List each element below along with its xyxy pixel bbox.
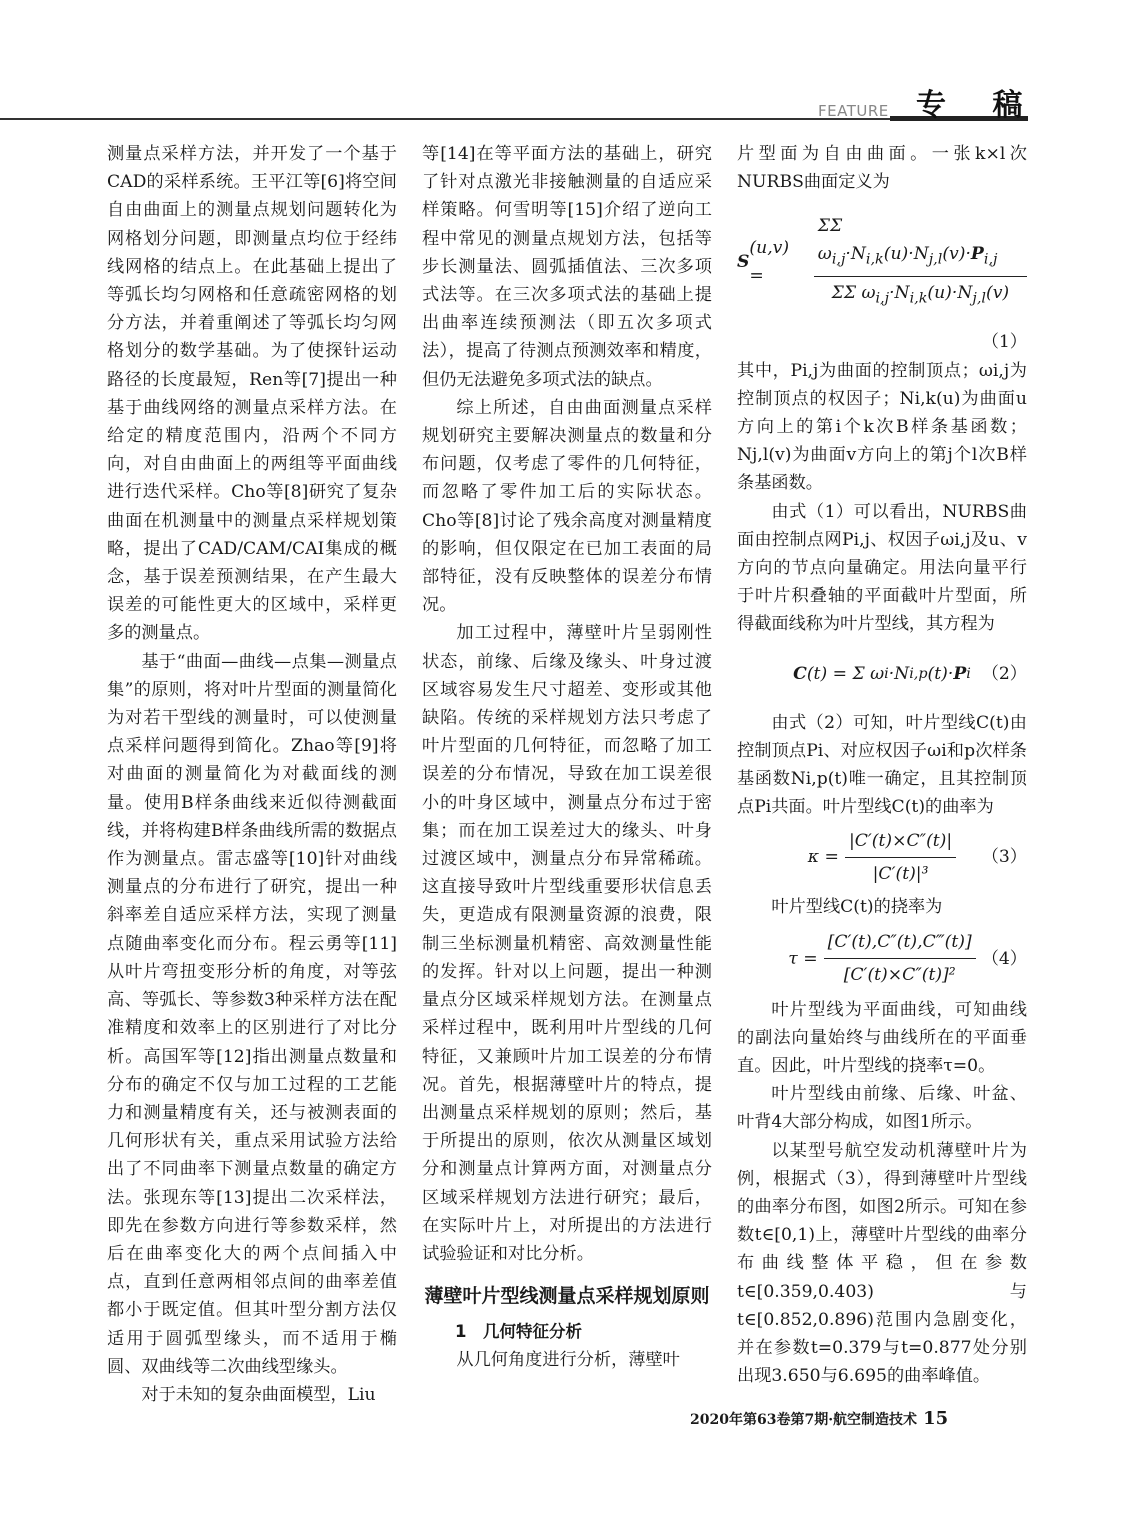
equation-1: S (u,v) = $\frac{\Sigma\Sigma \omega_{i,j}\cdot N_{i,k}(u)\cdot N_{j,l}(v)\cdot P_{i,j}}{\Sigma\Sigma \omega_{i,j}\cdot N_{i,k}(u)\cdot N_{j,l}(v)}$	[737, 200, 1027, 324]
equation-2: C (t) = Σ ω i ·N i,p (t)· P i （2）	[737, 643, 1027, 705]
paragraph: 片型面为自由曲面。一张k×l次NURBS曲面定义为	[737, 144, 1027, 193]
equation-number: （4）	[981, 948, 1027, 969]
journal-info: 2020年第63卷第7期·航空制造技术	[690, 1412, 918, 1428]
paragraph: 基于“曲面—曲线—点集—测量点集”的原则，将对叶片型面的测量简化为对若干型线的测量时，可以使测量点采样问题得到简化。Zhao等[9]将对曲面的测量简化为对截面线的测量。使用B样条曲线来近似待测截面线，并将构建B样条曲线所需的数据点作为测量点。雷志盛等[10]针对曲线测量点的分布进行了研究，提出一种斜率差自适应采样方法，实现了测量点随曲率变化而分布。程云勇等[11]从叶片弯扭变形分析的角度，对等弦高、等弧长、等参数3种采样方法在配准精度和效率上的区别进行了对比分析。高国军等[12]指出测量点数量和分布的确定不仅与加工过程的工艺能力和测量精度有关，还与被测表面的几何形状有关，重点采用试验方法给出了不同曲率下测量点数量的确定方法。张现东等[13]提出二次采样法，即先在参数方向进行等参数采样，然后在曲率变化大的两个点间插入中点，直到任意两相邻点间的曲率差值都小于既定值。但其叶型分割方法仅适用于圆弧型缘头，而不适用于椭圆、双曲线等二次曲线型缘头。	[107, 651, 397, 1377]
footer	[690, 1408, 948, 1429]
page-number: 15	[923, 1408, 949, 1429]
equation-number: （2）	[981, 663, 1027, 684]
column-2	[422, 140, 712, 1375]
equation-number: （1）	[981, 332, 1027, 353]
paragraph: 以某型号航空发动机薄壁叶片为例，根据式（3），得到薄壁叶片型线的曲率分布图，如图2所示。可知在参数t∈[0,1)上，薄壁叶片型线的曲率分布曲线整体平稳，但在参数t∈[0.359,0.403)与t∈[0.852,0.896)范围内急剧变化，并在参数t=0.379与t=0.877处分别出现3.650与6.695的曲率峰值。	[737, 1140, 1027, 1387]
paragraph: 叶片型线C(t)的挠率为	[771, 897, 943, 918]
paragraph: 由式（2）可知，叶片型线C(t)由控制顶点Pi、对应权因子ωi和p次样条基函数Ni,p(t)唯一确定，且其控制顶点Pi共面。叶片型线C(t)的曲率为	[737, 712, 1027, 818]
paragraph: 测量点采样方法，并开发了一个基于CAD的采样系统。王平江等[6]将空间自由曲面上的测量点规划问题转化为网格划分问题，即测量点均位于经纬线网格的结点上。在此基础上提出了等弧长均匀网格和任意疏密网格的划分方法，并着重阐述了等弧长均匀网格划分的数学基础。为了使探针运动路径的长度最短，Ren等[7]提出一种基于曲线网络的测量点采样方法。在给定的精度范围内，沿两个不同方向，对自由曲面上的两组等平面曲线进行迭代采样。Cho等[8]研究了复杂曲面在机测量中的测量点采样规划策略，提出了CAD/CAM/CAI集成的概念，基于误差预测结果，在产生最大误差的可能性更大的区域中，采样更多的测量点。	[107, 144, 397, 644]
feature-label: FEATURE	[818, 102, 889, 120]
column-3	[737, 140, 1027, 1391]
paragraph: 由式（1）可以看出，NURBS曲面由控制点网Pi,j、权因子ωi,j及u、v方向的节点向量确定。用法向量平行于叶片积叠轴的平面截叶片型面，所得截面线称为叶片型线，其方程为	[737, 501, 1027, 635]
paragraph: 对于未知的复杂曲面模型，Liu	[141, 1384, 376, 1405]
subsection-title: 1 几何特征分析	[455, 1322, 582, 1342]
equation-4: τ = $\frac{[C'(t),C''(t),C‴(t)]}{\text{[C′(t)×C″(t)]²}}$ （4）	[737, 926, 1027, 992]
paragraph: 叶片型线由前缘、后缘、叶盆、叶背4大部分构成，如图1所示。	[737, 1084, 1027, 1133]
paragraph: 其中，Pi,j为曲面的控制顶点；ωi,j为控制顶点的权因子；Ni,k(u)为曲面u方向上的第i个k次B样条基函数；Nj,l(v)为曲面v方向上的第j个l次B样条基函数。	[737, 360, 1027, 494]
section-title: 薄壁叶片型线测量点采样规划原则	[424, 1285, 710, 1308]
section-label: 专 稿	[916, 88, 1041, 123]
equation-number: （3）	[981, 847, 1027, 868]
header-rule	[0, 118, 890, 120]
paragraph: 等[14]在等平面方法的基础上，研究了针对点激光非接触测量的自适应采样策略。何雪明等[15]介绍了逆向工程中常见的测量点规划方法，包括等步长测量法、圆弧插值法、三次多项式法等。在三次多项式法的基础上提出曲率连续预测法（即五次多项式法），提高了待测点预测效率和精度，但仍无法避免多项式法的缺点。	[422, 144, 712, 390]
paragraph: 综上所述，自由曲面测量点采样规划研究主要解决测量点的数量和分布问题，仅考虑了零件的几何特征，而忽略了零件加工后的实际状态。Cho等[8]讨论了残余高度对测量精度的影响，但仅限定在已加工表面的局部特征，没有反映整体的误差分布情况。	[422, 397, 712, 616]
paragraph: 从几何角度进行分析，薄壁叶	[456, 1350, 680, 1371]
paragraph: 叶片型线为平面曲线，可知曲线的副法向量始终与曲线所在的平面垂直。因此，叶片型线的挠率τ=0。	[737, 999, 1027, 1077]
paragraph: 加工过程中，薄壁叶片呈弱刚性状态，前缘、后缘及缘头、叶身过渡区域容易发生尺寸超差、变形或其他缺陷。传统的采样规划方法只考虑了叶片型面的几何特征，而忽略了加工误差的分布情况，导致在加工误差很小的叶身区域中，测量点分布过于密集；而在加工误差过大的缘头、叶身过渡区域中，测量点分布异常稀疏。这直接导致叶片型线重要形状信息丢失，更造成有限测量资源的浪费，限制三坐标测量机精密、高效测量性能的发挥。针对以上问题，提出一种测量点分区域采样规划方法。在测量点采样过程中，既利用叶片型线的几何特征，又兼顾叶片加工误差的分布情况。首先，根据薄壁叶片的特点，提出测量点采样规划的原则；然后，基于所提出的原则，依次从测量区域划分和测量点计算两方面，对测量点分区域采样规划方法进行研究；最后，在实际叶片上，对所提出的方法进行试验验证和对比分析。	[422, 623, 712, 1264]
equation-3: κ = $\frac{|C'(t)\times C''(t)|}{\text{|C′(t)|³}}$ （3）	[737, 825, 1027, 889]
column-1	[107, 140, 397, 1409]
